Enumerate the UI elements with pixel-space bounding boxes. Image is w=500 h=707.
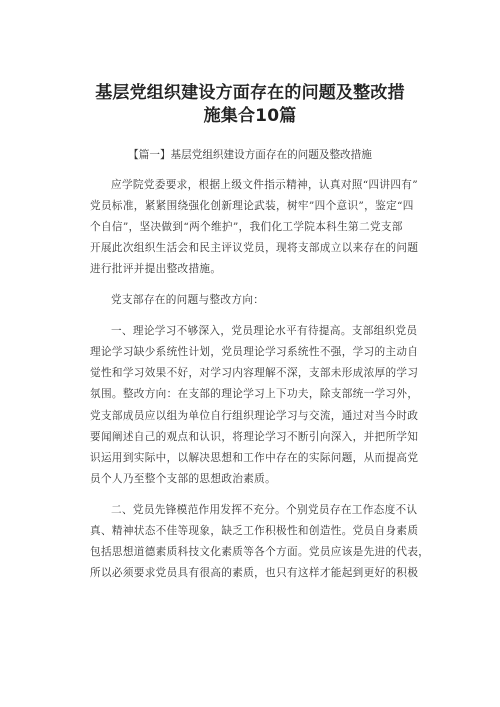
paragraph-line: 党员标准，紧紧围绕强化创新理论武装，树牢”四个意识”，鉴定“四 <box>90 200 414 212</box>
paragraph-line: 理论学习缺少系统性计划，党员理论学习系统性不强，学习的主动自 <box>90 346 419 358</box>
paragraph-line: 一、理论学习不够深入，党员理论水平有待提高。支部组织党员 <box>111 325 418 337</box>
paragraph-line: 个自信”，坚决做到“两个维护”，我们化工学院本科生第二党支部 <box>90 221 403 233</box>
paragraph-line: 党支部成员应以组为单位自行组织理论学习与交流，通过对当今时政 <box>90 410 419 422</box>
paragraph-line: 氛围。整改方向：在支部的理论学习上下功夫，除支部统一学习外， <box>90 388 419 400</box>
section-heading: 【篇一】基层党组织建设方面存在的问题及整改措施 <box>128 149 372 161</box>
paragraph-line: 党支部存在的问题与整改方向： <box>111 294 265 306</box>
paragraph-line: 开展此次组织生活会和民主评议党员，现将支部成立以来存在的问题 <box>90 242 419 254</box>
paragraph-line: 要闻阐述自己的观点和认识，将理论学习不断引向深入，并把所学知 <box>90 431 419 443</box>
paragraph-line: 真、精神状态不佳等现象，缺乏工作积极性和创造性。党员自身素质 <box>90 525 419 537</box>
document-title-line-1: 基层党组织建设方面存在的问题及整改措 <box>95 83 405 103</box>
paragraph-line: 识运用到实际中，以解决思想和工作中存在的实际问题，从而提高党 <box>90 452 419 464</box>
paragraph-line: 包括思想道德素质科技文化素质等各个方面。党员应该是先进的代表， <box>90 546 430 558</box>
paragraph-line: 进行批评并提出整改措施。 <box>90 263 222 275</box>
paragraph-line: 觉性和学习效果不好，对学习内容理解不深，支部未形成浓厚的学习 <box>90 367 419 379</box>
paragraph-line: 员个人乃至整个支部的思想政治素质。 <box>90 473 277 485</box>
document-title-line-2: 施集合10篇 <box>203 106 297 126</box>
paragraph-line: 所以必须要求党员具有很高的素质，也只有这样才能起到更好的积极 <box>90 567 419 579</box>
paragraph-line: 应学院党委要求，根据上级文件指示精神，认真对照“四讲四有” <box>111 179 419 191</box>
paragraph-line: 二、党员先锋模范作用发挥不充分。个别党员存在工作态度不认 <box>111 504 418 516</box>
